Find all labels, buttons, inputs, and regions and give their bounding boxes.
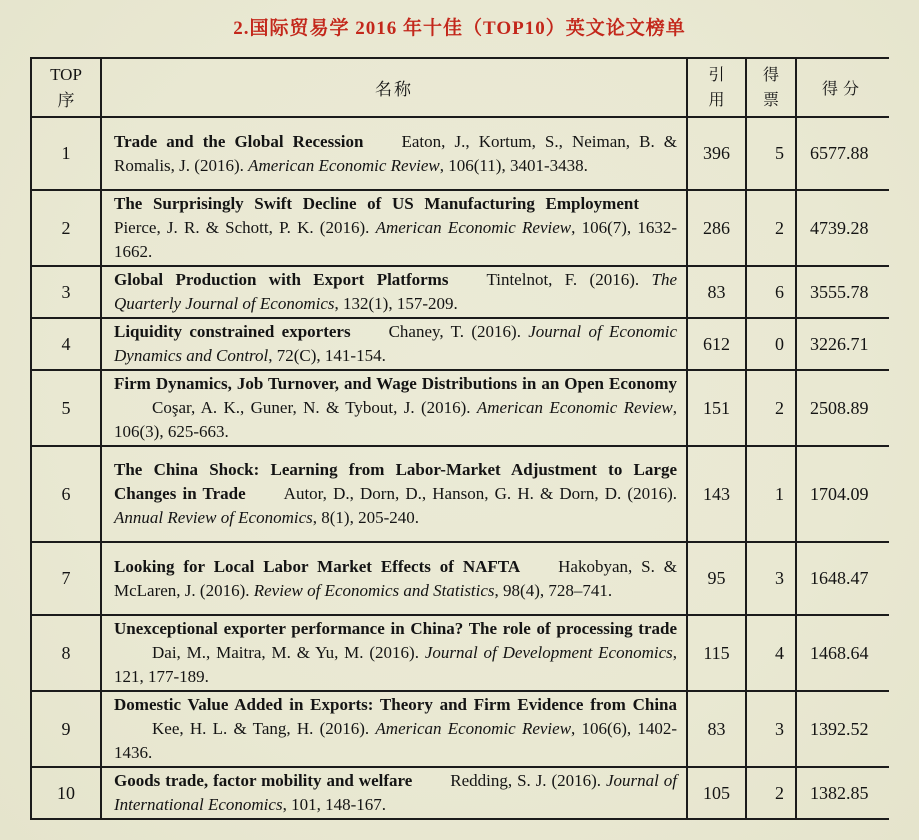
journal-name: Annual Review of Economics <box>114 508 313 527</box>
score-cell: 3555.78 <box>796 266 889 318</box>
citations-cell: 286 <box>687 190 746 266</box>
table-row <box>31 542 889 615</box>
citations-cell: 115 <box>687 615 746 691</box>
votes-cell: 1 <box>746 446 796 542</box>
paper-cell <box>101 691 687 767</box>
paper-cell <box>101 190 687 266</box>
citation-detail: , 106(11), 3401-3438. <box>439 155 588 175</box>
score-cell: 3226.71 <box>796 318 889 370</box>
citation-detail: , 132(1), 157-209. <box>334 294 458 313</box>
citations-cell: 612 <box>687 318 746 370</box>
paper-cell <box>101 318 687 370</box>
paper-cell <box>101 266 687 318</box>
paper-authors: Kee, H. L. & Tang, H. (2016). <box>152 719 376 738</box>
journal-name: Review of Economics and Statistics <box>253 580 495 600</box>
votes-cell: 3 <box>746 691 796 767</box>
header-rank-line2: 序 <box>57 90 75 110</box>
header-rank <box>31 58 101 117</box>
paper-cell <box>101 446 687 542</box>
header-rank-line1: TOP <box>50 64 82 84</box>
score-cell: 6577.88 <box>796 117 889 190</box>
votes-cell: 5 <box>746 117 796 190</box>
paper-title: Goods trade, factor mobility and welfare <box>114 771 413 790</box>
rank-cell: 6 <box>31 446 101 542</box>
header-votes-label: 得票 <box>762 66 779 109</box>
score-cell: 1648.47 <box>796 542 889 615</box>
header-votes <box>746 58 796 117</box>
table-row <box>31 318 889 370</box>
citations-cell: 143 <box>687 446 746 542</box>
table-row <box>31 370 889 446</box>
votes-cell: 3 <box>746 542 796 615</box>
journal-name: Journal of International Economics <box>114 771 678 814</box>
votes-cell: 2 <box>746 767 796 819</box>
journal-name: American Economic Review <box>248 155 440 175</box>
rank-cell: 8 <box>31 615 101 691</box>
citation-detail: , 98(4), 728–741. <box>494 580 613 600</box>
paper-title: The China Shock: Learning from Labor-Market Adjustment to Large Changes in Trade <box>114 460 677 503</box>
rank-cell: 5 <box>31 370 101 446</box>
rank-cell: 4 <box>31 318 101 370</box>
votes-cell: 0 <box>746 318 796 370</box>
rank-cell: 9 <box>31 691 101 767</box>
paper-authors: Chaney, T. (2016). <box>388 322 529 341</box>
journal-name: The Quarterly Journal of Economics <box>114 270 677 313</box>
citation-detail: , 121, 177-189. <box>114 643 677 686</box>
votes-cell: 2 <box>746 190 796 266</box>
citation-detail: , 106(7), 1632-1662. <box>114 218 677 261</box>
page-title: 2.国际贸易学 2016 年十佳（TOP10）英文论文榜单 <box>233 18 686 39</box>
table-row <box>31 117 889 190</box>
paper-title: The Surprisingly Swift Decline of US Manufacturing Employment <box>114 194 639 213</box>
table-row <box>31 691 889 767</box>
paper-authors: Pierce, J. R. & Schott, P. K. (2016). <box>114 218 376 237</box>
paper-title: Domestic Value Added in Exports: Theory and Firm Evidence from China <box>114 695 677 714</box>
citation-detail: , 106(6), 1402-1436. <box>114 719 677 762</box>
paper-cell <box>101 615 687 691</box>
citation-detail: , 106(3), 625-663. <box>114 398 677 441</box>
paper-cell <box>101 767 687 819</box>
paper-authors: Hakobyan, S. & McLaren, J. (2016). <box>114 556 677 600</box>
paper-authors: Eaton, J., Kortum, S., Neiman, B. & Romalis, J. (2016). <box>114 131 678 175</box>
table-row <box>31 266 889 318</box>
citations-cell: 95 <box>687 542 746 615</box>
citation-detail: , 101, 148-167. <box>282 795 386 814</box>
votes-cell: 6 <box>746 266 796 318</box>
paper-authors: Autor, D., Dorn, D., Hanson, G. H. & Dorn, D. (2016). <box>283 484 677 503</box>
header-name: 名称 <box>101 58 687 117</box>
journal-name: Journal of Economic Dynamics and Control <box>114 322 677 365</box>
citations-cell: 83 <box>687 691 746 767</box>
paper-authors: Redding, S. J. (2016). <box>450 771 606 790</box>
rank-cell: 1 <box>31 117 101 190</box>
paper-authors: Dai, M., Maitra, M. & Yu, M. (2016). <box>152 643 425 662</box>
paper-title: Looking for Local Labor Market Effects of NAFTA <box>114 556 521 576</box>
citations-cell: 151 <box>687 370 746 446</box>
score-cell: 1392.52 <box>796 691 889 767</box>
table-header-row <box>31 58 889 117</box>
journal-name: American Economic Review <box>476 398 673 417</box>
paper-authors: Tintelnot, F. (2016). <box>486 270 652 289</box>
paper-authors: Coşar, A. K., Guner, N. & Tybout, J. (2016). <box>152 398 477 417</box>
rank-cell: 7 <box>31 542 101 615</box>
votes-cell: 2 <box>746 370 796 446</box>
paper-cell <box>101 542 687 615</box>
citations-cell: 105 <box>687 767 746 819</box>
table-row <box>31 446 889 542</box>
paper-cell <box>101 117 687 190</box>
citation-detail: , 8(1), 205-240. <box>312 508 419 527</box>
journal-name: American Economic Review <box>375 719 572 738</box>
score-cell: 1382.85 <box>796 767 889 819</box>
header-citations <box>687 58 746 117</box>
table-row <box>31 190 889 266</box>
header-citations-label: 引用 <box>708 66 725 109</box>
rank-cell: 10 <box>31 767 101 819</box>
top10-papers-table <box>30 57 889 820</box>
citation-detail: , 72(C), 141-154. <box>268 346 386 365</box>
score-cell: 1704.09 <box>796 446 889 542</box>
paper-title: Firm Dynamics, Job Turnover, and Wage Distributions in an Open Economy <box>114 374 677 393</box>
paper-title: Liquidity constrained exporters <box>114 322 351 341</box>
table-row <box>31 615 889 691</box>
journal-name: Journal of Development Economics <box>424 643 673 662</box>
paper-title: Global Production with Export Platforms <box>114 270 449 289</box>
score-cell: 2508.89 <box>796 370 889 446</box>
votes-cell: 4 <box>746 615 796 691</box>
header-score: 得分 <box>796 58 889 117</box>
table-row <box>31 767 889 819</box>
rank-cell: 2 <box>31 190 101 266</box>
paper-title: Unexceptional exporter performance in China? The role of processing trade <box>114 619 677 638</box>
paper-cell <box>101 370 687 446</box>
citations-cell: 83 <box>687 266 746 318</box>
score-cell: 4739.28 <box>796 190 889 266</box>
paper-title: Trade and the Global Recession <box>114 131 364 151</box>
journal-name: American Economic Review <box>375 218 572 237</box>
rank-cell: 3 <box>31 266 101 318</box>
score-cell: 1468.64 <box>796 615 889 691</box>
citations-cell: 396 <box>687 117 746 190</box>
